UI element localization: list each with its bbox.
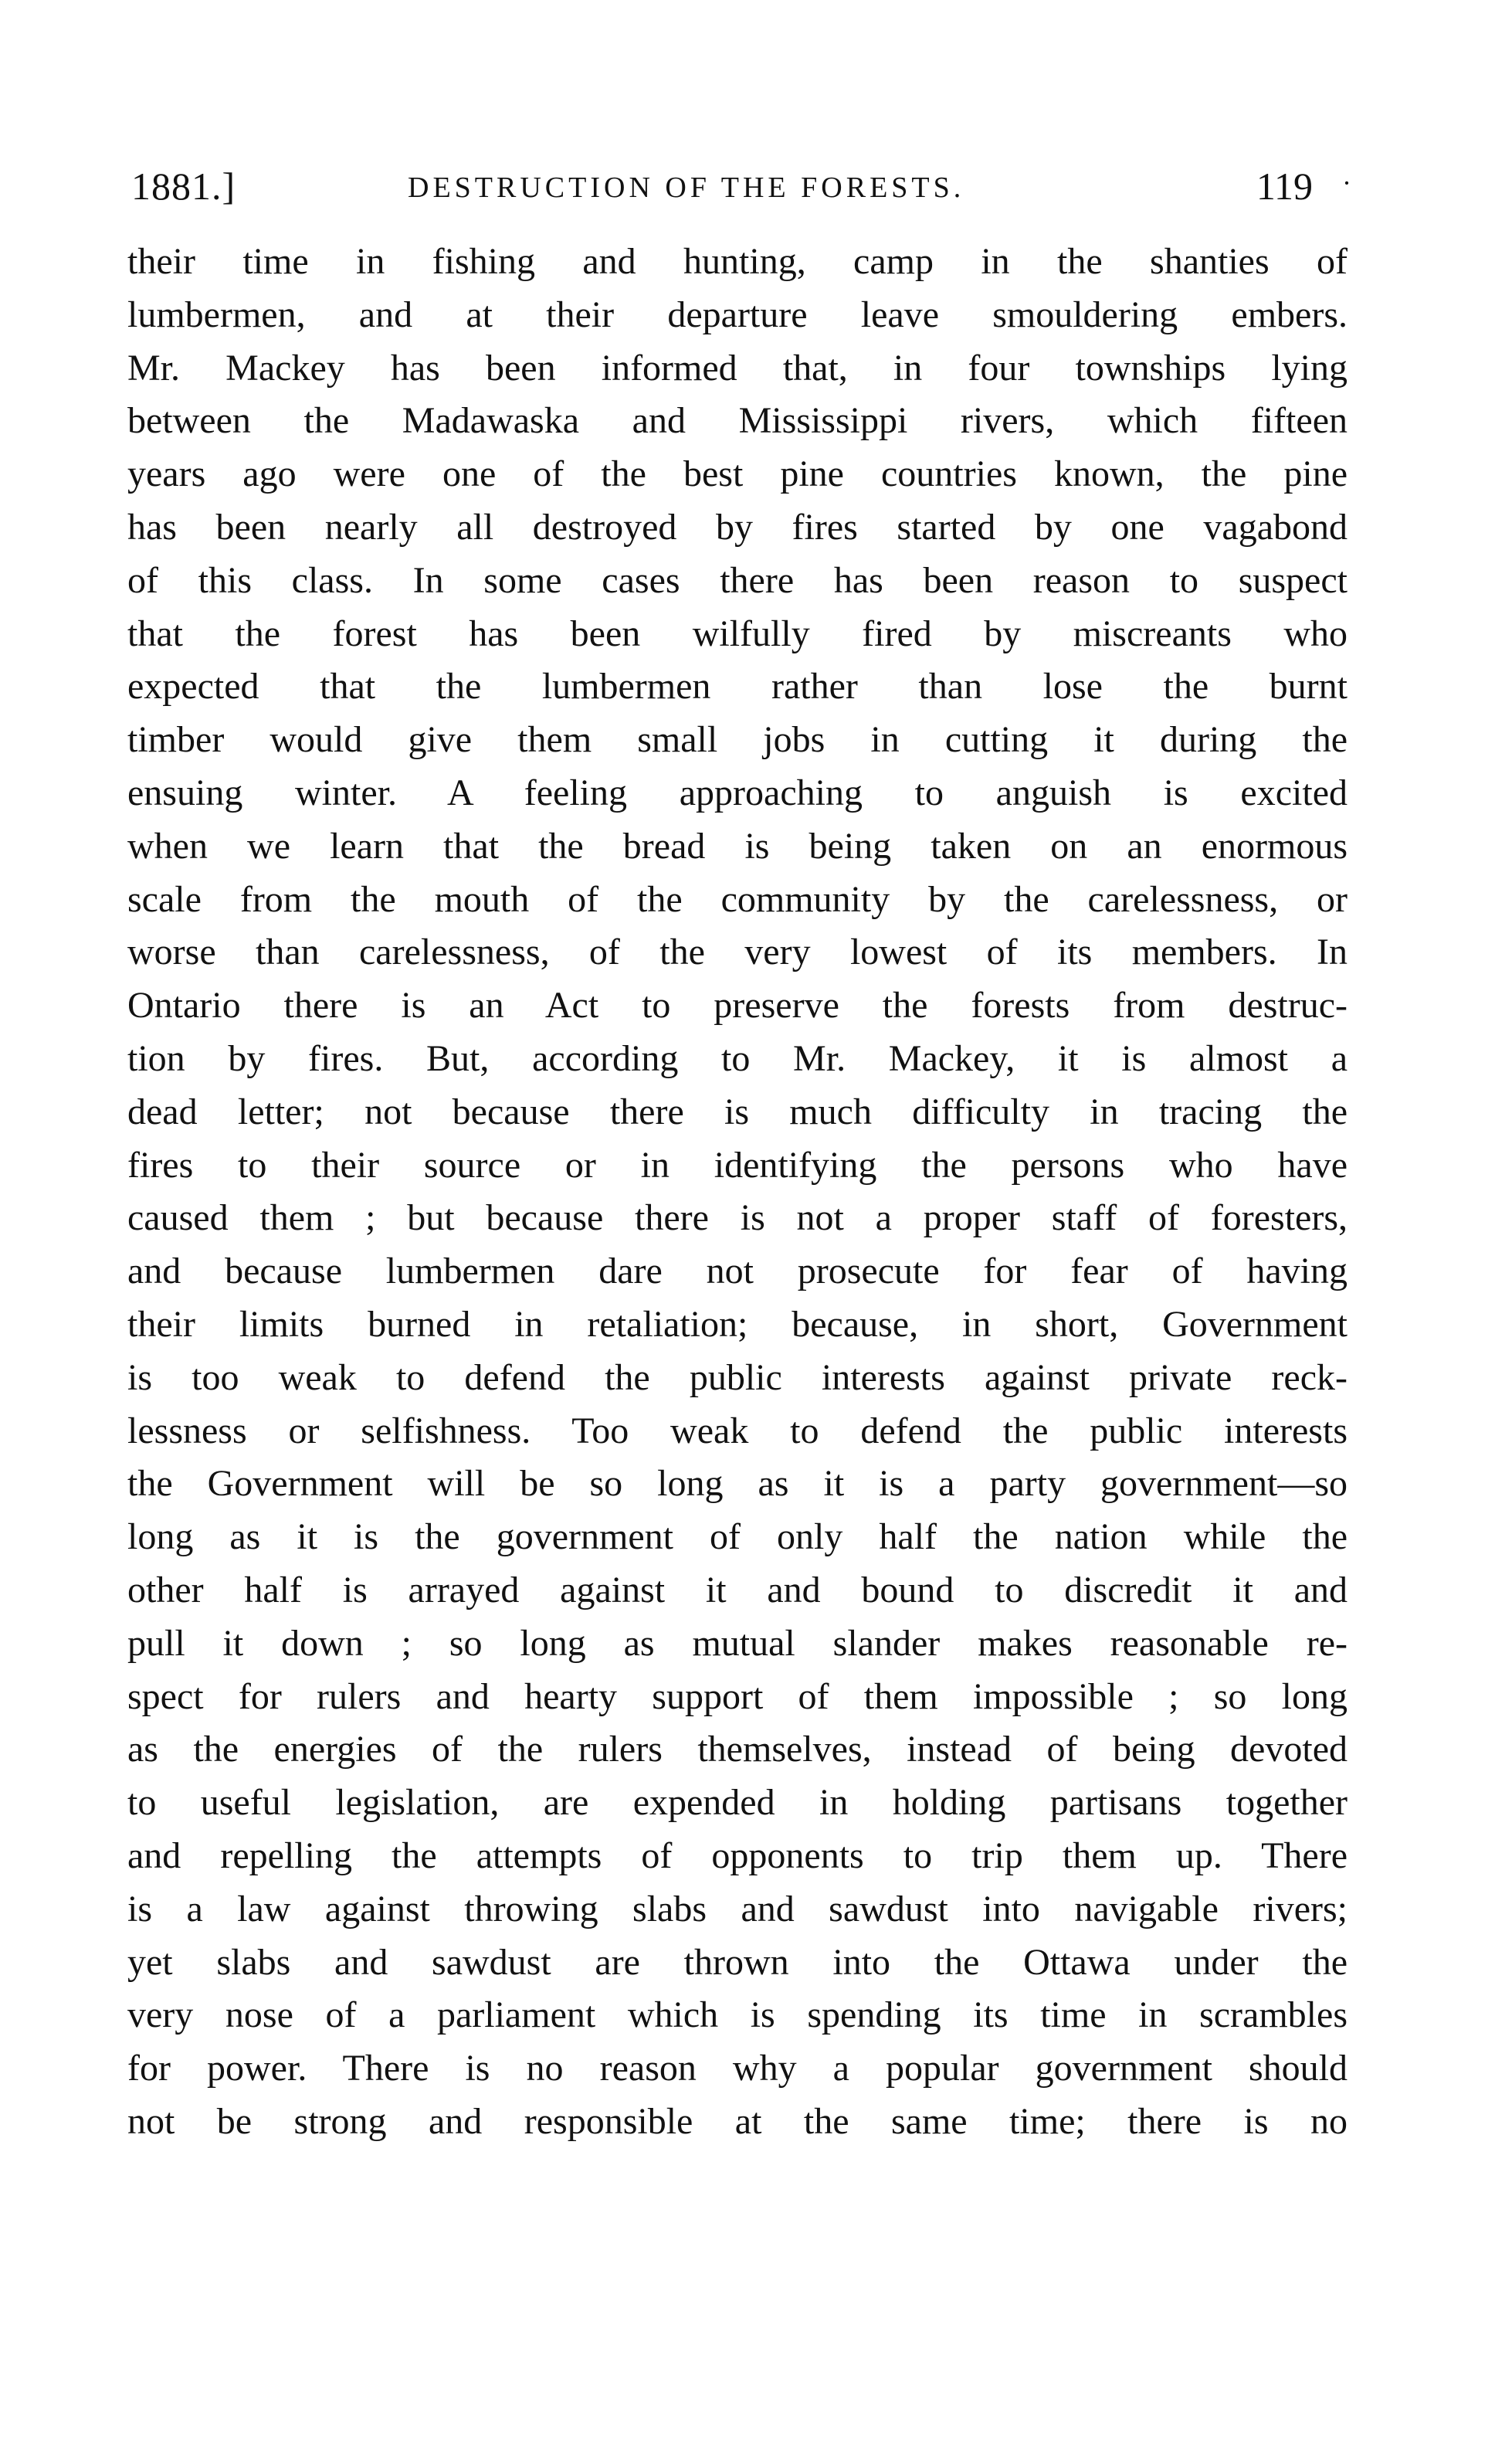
text-line: of this class. In some cases there has been reason to suspect: [127, 559, 1348, 601]
text-line: the Government will be so long as it is a party government—so: [127, 1463, 1348, 1505]
text-line: when we learn that the bread is being taken on an enormous: [127, 825, 1348, 867]
text-line: that the forest has been wilfully fired by miscreants who: [127, 613, 1348, 654]
text-line: expected that the lumbermen rather than lose the burnt: [127, 666, 1348, 708]
text-line: other half is arrayed against it and bound to discredit it and: [127, 1569, 1348, 1610]
text-line: timber would give them small jobs in cutting it during the: [127, 719, 1348, 761]
text-line: tion by fires. But, according to Mr. Mackey, it is almost a: [127, 1037, 1348, 1079]
text-line: fires to their source or in identifying the persons who have: [127, 1144, 1348, 1186]
text-line: very nose of a parliament which is spending its time in scrambles: [127, 1994, 1348, 2036]
text-line: to useful legislation, are expended in holding partisans together: [127, 1782, 1348, 1824]
text-line: spect for rulers and hearty support of them impossible ; so long: [127, 1675, 1348, 1717]
page-header: [131, 159, 1351, 213]
text-line: is too weak to defend the public interests against private reck-: [127, 1356, 1348, 1398]
text-line: dead letter; not because there is much difficulty in tracing the: [127, 1091, 1348, 1132]
running-title: DESTRUCTION OF THE FORESTS.: [408, 171, 965, 204]
text-line: has been nearly all destroyed by fires started by one vagabond: [127, 506, 1348, 548]
text-line: not be strong and responsible at the same time; there is no: [127, 2100, 1348, 2142]
text-line: years ago were one of the best pine countries known, the pine: [127, 453, 1348, 495]
text-line: is a law against throwing slabs and sawdust into navigable rivers;: [127, 1888, 1348, 1929]
text-line: lessness or selfishness. Too weak to defend the public interests: [127, 1410, 1348, 1451]
text-line: yet slabs and sawdust are thrown into the Ottawa under the: [127, 1941, 1348, 1983]
text-line: Ontario there is an Act to preserve the forests from destruc-: [127, 985, 1348, 1027]
text-line: worse than carelessness, of the very lowest of its members. In: [127, 932, 1348, 973]
text-line: Mr. Mackey has been informed that, in four townships lying: [127, 347, 1348, 389]
text-line: lumbermen, and at their departure leave smouldering embers.: [127, 294, 1348, 335]
text-line: caused them ; but because there is not a proper staff of foresters,: [127, 1197, 1348, 1239]
header-year: 1881.]: [131, 165, 236, 208]
text-line: and because lumbermen dare not prosecute for fear of having: [127, 1251, 1348, 1292]
text-line: between the Madawaska and Mississippi rivers, which fifteen: [127, 400, 1348, 442]
text-line: their limits burned in retaliation; because, in short, Government: [127, 1303, 1348, 1345]
text-line: scale from the mouth of the community by the carelessness, or: [127, 878, 1348, 920]
text-line: for power. There is no reason why a popular government should: [127, 2048, 1348, 2089]
text-line: their time in fishing and hunting, camp in the shanties of: [127, 241, 1348, 282]
header-mark: ·: [1342, 168, 1351, 199]
page-number: 119: [1256, 165, 1313, 208]
text-line: long as it is the government of only half the nation while the: [127, 1516, 1348, 1558]
text-line: pull it down ; so long as mutual slander makes reasonable re-: [127, 1622, 1348, 1664]
text-line: ensuing winter. A feeling approaching to anguish is excited: [127, 772, 1348, 813]
body-text: [127, 236, 1348, 2149]
text-line: and repelling the attempts of opponents to trip them up. There: [127, 1834, 1348, 1876]
text-line: as the energies of the rulers themselves, instead of being devoted: [127, 1729, 1348, 1770]
